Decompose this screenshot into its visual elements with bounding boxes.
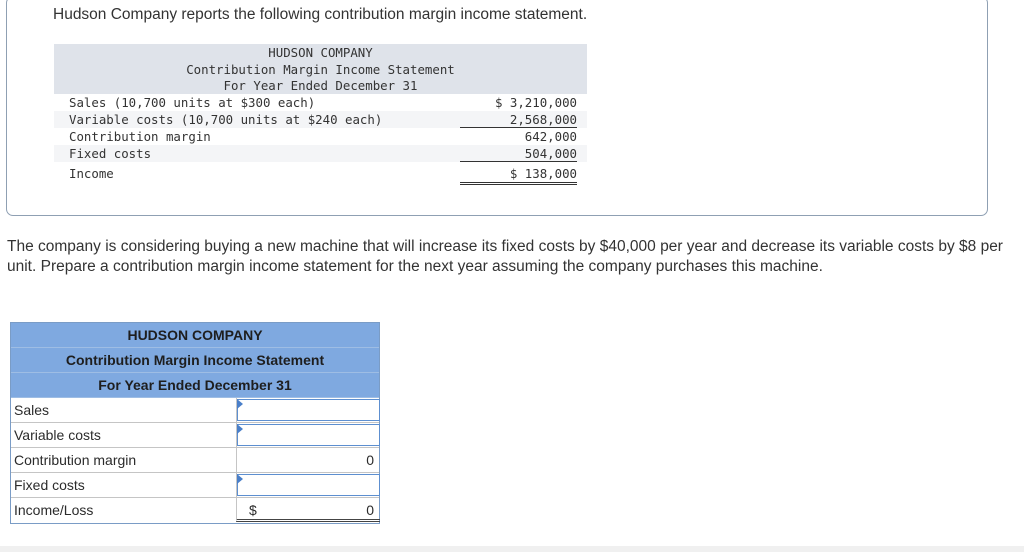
cell	[236, 448, 380, 472]
answer-sales-label: Sales	[14, 402, 50, 418]
given-fixed-costs-label: Fixed costs	[69, 146, 152, 161]
fixed-costs-input[interactable]	[237, 474, 380, 496]
bottom-divider	[0, 546, 1024, 552]
given-income-label: Income	[69, 166, 114, 181]
given-company-name: HUDSON COMPANY	[268, 45, 373, 60]
answer-income-loss-label: Income/Loss	[14, 502, 94, 518]
answer-statement-period: For Year Ended December 31	[11, 373, 379, 398]
contribution-margin-value: 0	[366, 452, 374, 468]
answer-variable-costs-label: Variable costs	[14, 427, 101, 443]
dropdown-marker-icon	[237, 399, 243, 409]
dropdown-marker-icon	[237, 474, 243, 484]
given-statement-period: For Year Ended December 31	[223, 78, 418, 93]
answer-fixed-costs-label: Fixed costs	[14, 477, 85, 493]
answer-statement-title: Contribution Margin Income Statement	[11, 348, 379, 373]
dropdown-marker-icon	[237, 424, 243, 434]
given-row-sales	[54, 94, 587, 111]
given-contribution-margin-amount: 642,000	[524, 129, 577, 144]
answer-row-fixed-costs	[11, 473, 379, 498]
intro-text: Hudson Company reports the following contribution margin income statement.	[53, 6, 588, 23]
given-income-amount: $ 138,000	[509, 166, 577, 181]
given-income-statement	[54, 44, 587, 186]
cell	[236, 498, 380, 522]
given-contribution-margin-label: Contribution margin	[69, 129, 211, 144]
given-statement-header	[54, 44, 587, 94]
given-row-variable-costs	[54, 111, 587, 128]
given-sales-amount: $ 3,210,000	[494, 95, 577, 110]
given-row-income	[54, 162, 587, 186]
double-underline	[460, 182, 577, 185]
answer-row-sales	[11, 398, 379, 423]
income-loss-currency: $	[249, 502, 257, 518]
answer-row-income-loss	[11, 498, 379, 523]
answer-company-name: HUDSON COMPANY	[11, 323, 379, 348]
sales-input[interactable]	[237, 399, 380, 421]
given-row-contribution-margin	[54, 128, 587, 145]
given-variable-costs-label: Variable costs (10,700 units at $240 each)	[69, 112, 383, 127]
income-loss-value: 0	[366, 502, 374, 518]
given-variable-costs-amount: 2,568,000	[509, 112, 577, 127]
answer-row-contribution-margin	[11, 448, 379, 473]
question-text: The company is considering buying a new machine that will increase its fixed costs by $40,000 per year and decrease its variable costs by $8 per unit. Prepare a contribution margin income statement for the next year assuming the company purchases this machine.	[7, 238, 1003, 275]
answer-row-variable-costs	[11, 423, 379, 448]
given-sales-label: Sales (10,700 units at $300 each)	[69, 95, 316, 110]
answer-contribution-margin-label: Contribution margin	[14, 452, 137, 468]
answer-income-statement	[10, 322, 380, 524]
variable-costs-input[interactable]	[237, 424, 380, 446]
given-statement-title: Contribution Margin Income Statement	[186, 61, 455, 77]
given-row-fixed-costs	[54, 145, 587, 162]
given-fixed-costs-amount: 504,000	[524, 146, 577, 161]
